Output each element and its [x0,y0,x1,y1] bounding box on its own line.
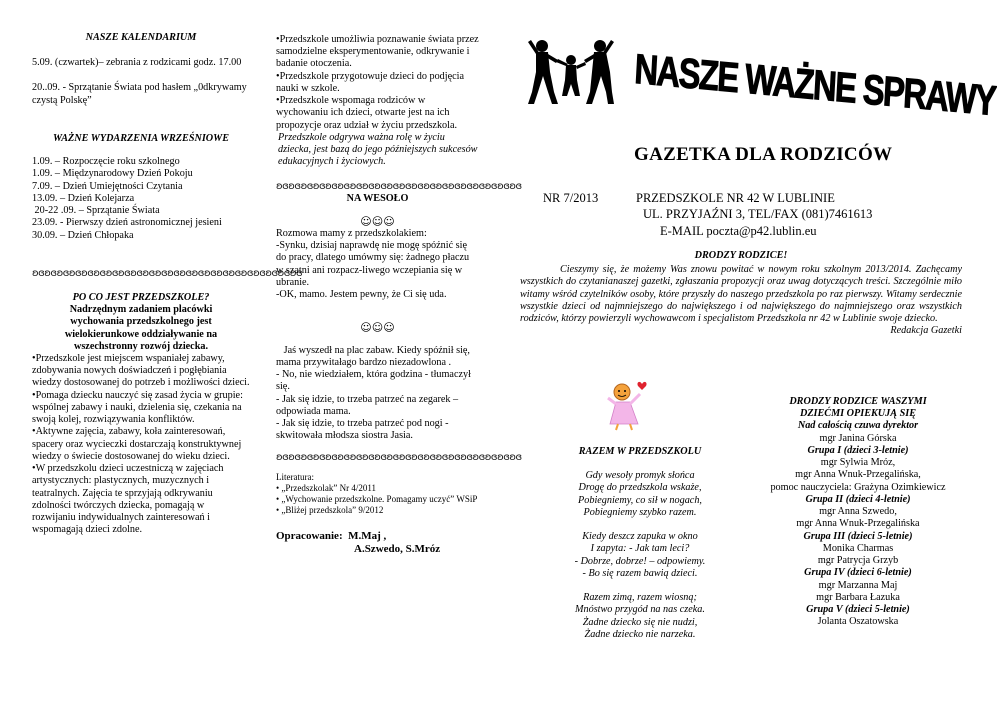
literature-item: • „Wychowanie przedszkolne. Pomagamy uczyć” WSiP [276,494,478,505]
staff-group-heading: Nad całością czuwa dyrektor [797,420,919,432]
events-title: WAŻNE WYDARZENIA WRZEŚNIOWE [52,132,230,144]
what-item: •W przedszkolu dzieci uczestniczą w zajęciach artystycznych: plastycznych, muzycznych i teatralnych. Zajęcia te sprzyjają odkrywaniu zdolności twórczych dziecka, pomagają w rozwijaniu indywidualnych zainteresowań i wspomagają dzieci zdolne. [32,463,224,536]
decorative-divider: ʚɞʚɞʚɞʚɞʚɞʚɞʚɞʚɞʚɞʚɞʚɞʚɞʚɞʚɞʚɞʚɞʚɞʚɞʚɞʚɞ [276,180,522,192]
decorative-divider: ʚɞʚɞʚɞʚɞʚɞʚɞʚɞʚɞʚɞʚɞʚɞʚɞʚɞʚɞʚɞʚɞʚɞʚɞʚɞʚɞ [276,452,522,464]
newsletter-subtitle: GAZETKA DLA RODZICÓW [634,144,893,165]
poem-line: Żadne dziecko się nie nudzi, [582,616,698,628]
joke-line: Jaś wyszedł na plac zabaw. Kiedy spóźnił się, mama przywitałago bardzo niezadowlona . [276,344,473,368]
poem-stanza [540,531,740,580]
calendar-item: 5.09. (czwartek)– zebrania z rodzicami godz. 17.00 [32,57,242,69]
staff-title: DRODZY RODZICE WASZYMI DZIEĆMI OPIEKUJĄ SIĘ [789,396,927,420]
poem-line: - Bo się razem bawią dzieci. [582,567,698,579]
event-item: 1.09. – Międzynarodowy Dzień Pokoju [32,168,193,180]
info-item: •Przedszkole przygotowuje dzieci do podjęcia nauki w szkole. [276,70,465,94]
greeting-signature: Redakcja Gazetki [890,325,962,337]
joke-line: - Jak się idzie, to trzeba patrzeć pod nogi - skwitowała młodsza siostra Jasia. [276,418,449,442]
poem-line: Gdy wesoły promyk słońca [585,470,695,482]
school-address: UL. PRZYJAŹNI 3, TEL/FAX (081)7461613 [643,207,873,221]
staff-member: pomoc nauczyciela: Grażyna Ozimkiewicz [770,481,946,493]
event-item: 23.09. - Pierwszy dzień astronomicznej jesieni [32,217,222,229]
newsletter-headline: NASZE WAŻNE SPRAWY [633,44,997,125]
greeting-title: DRODZY RODZICE! [694,250,788,261]
staff-group-heading: Grupa IV (dzieci 6-letnie) [804,567,912,579]
staff-member: mgr Sylwia Mróz, [820,457,896,469]
joke-line: Rozmowa mamy z przedszkolakiem: [276,228,427,239]
staff-member: mgr Barbara Łazuka [816,591,900,603]
column-middle [276,34,522,556]
poem-line: Pobiegniemy, co sił w nogach, [578,494,702,506]
joke-line: - No, nie wiedziałem, która godzina - tłumaczył się. [276,369,471,393]
staff-section [752,396,964,628]
events-list [32,156,250,242]
school-email: E-MAIL poczta@p42.lublin.eu [660,224,817,238]
authors [276,530,479,556]
greeting-body: Cieszymy się, że możemy Was znowu powitać w nowym roku szkolnym 2013/2014. Zachęcamy wszystkich do czytanianaszej gazetki, zgłaszania propozycji oraz uwag dotyczących treści. Szczególnie miło witamy wśród czytelników osoby, które przyszły do naszego przedszkola po raz pierwszy. Witamy serdecznie wszystkie dzieci od najmniejszego do największego i od największego do najmniejszego oraz wszystkich rodziców, którzy powierzyli wychowawcom i specjalistom Przedszkola nr 42 w Lublinie swoje dziecko. [520,264,962,325]
poem-line: I zapyta: - Jak tam leci? [590,543,690,555]
what-item: •Aktywne zajęcia, zabawy, koła zainteresowań, spacery oraz wycieczki dostarczają konstruktywnej wiedzy o świecie dostosowanej do wieku dzieci. [32,426,242,462]
poem-line: Razem zimą, razem wiosną; [583,592,697,604]
staff-member: mgr Marzanna Maj [818,579,898,591]
staff-group-heading: Grupa I (dzieci 3-letnie) [807,444,909,456]
staff-member: mgr Patrycja Grzyb [817,555,899,567]
info-item: •Przedszkole umożliwia poznawanie świata przez samodzielne eksperymentowanie, odkrywanie i badanie otoczenia. [276,34,479,70]
dancing-child-icon [606,378,654,430]
author-name: A.Szwedo, S.Mróz [354,542,441,555]
author-name: M.Maj , [348,529,387,542]
calendar-item: 20..09. - Sprzątanie Świata pod hasłem „0dkrywamy czystą Polskę” [32,82,247,106]
poem-section [540,446,740,641]
what-title: PO CO JEST PRZEDSZKOLE? [72,291,210,303]
smileys: ☺☺☺ [360,321,395,335]
literature [276,472,479,515]
staff-member: mgr Anna Wnuk-Przegalińska, [795,469,921,481]
staff-group-heading: Grupa V (dzieci 5-letnie) [806,603,910,615]
event-item: 20-22 .09. – Sprzątanie Świata [32,205,160,217]
event-item: 13.09. – Dzień Kolejarza [32,192,135,204]
school-name: PRZEDSZKOLE NR 42 W LUBLINIE [636,191,835,205]
quote: Przedszkole odgrywa ważna rolę w życiu dziecka, jest bazą do jego późniejszych sukcesów edukacyjnych i życiowych. [278,131,478,168]
greeting-section [520,250,962,338]
calendar-title: NASZE KALENDARIUM [85,32,197,43]
what-item: •Pomaga dziecku nauczyć się zasad życia w grupie: wspólnej zabawy i nauki, dzielenia się, czekania na swoją kolej, rozwiązywania konfliktów. [32,389,243,426]
staff-group-heading: Grupa II (dzieci 4-letnie) [805,493,911,505]
issue-number: NR 7/2013 [543,191,599,205]
literature-title: Literatura: [276,472,314,483]
event-item: 30.09. – Dzień Chłopaka [32,229,134,241]
poem-line: Pobiegniemy szybko razem. [583,506,697,518]
poem-stanza [540,592,740,641]
poem-stanza [540,470,740,519]
literature-item: • „Bliżej przedszkola” 9/2012 [276,504,384,515]
what-item: •Przedszkole jest miejscem wspaniałej zabawy, zdobywania nowych doświadczeń i pogłębiania wiedzy dostosowanej do potrzeb i możliwości dzieci. [32,352,250,389]
event-item: 7.09. – Dzień Umiejętności Czytania [32,180,183,192]
literature-item: • „Przedszkolak” Nr 4/2011 [276,483,377,494]
staff-group-heading: Grupa III (dzieci 5-letnie) [803,530,913,542]
smileys: ☺☺☺ [360,214,395,228]
poem-title: RAZEM W PRZEDSZKOLU [578,446,702,457]
staff-member: mgr Anna Wnuk-Przegalińska [796,518,920,530]
staff-member: mgr Janina Górska [819,432,897,444]
poem-line: Mnóstwo przygód na nas czeka. [575,604,705,616]
poem-line: Kiedy deszcz zapuka w okno [582,531,698,543]
info-item: •Przedszkole wspomaga rodziców w wychowaniu ich dzieci, otwarte jest na ich propozycje oraz udział w życiu przedszkola. [276,95,458,131]
dancing-people-icon [528,38,614,110]
decorative-divider: ʚɞʚɞʚɞʚɞʚɞʚɞʚɞʚɞʚɞʚɞʚɞʚɞʚɞʚɞʚɞʚɞʚɞʚɞʚɞʚɞʚɞʚɞ [32,267,303,279]
staff-member: mgr Anna Szwedo, [819,506,897,518]
fun-title: NA WESOŁO [346,192,409,204]
staff-member: Monika Charmas [822,542,894,554]
poem-line: Żadne dziecko nie narzeka. [584,628,696,640]
what-lead: Nadrzędnym zadaniem placówki wychowania przedszkolnego jest wielokierunkowe oddziaływanie na wszechstronny rozwój dziecka. [64,304,218,352]
child-illustration [606,378,654,430]
authors-label: Opracowanie: [276,529,343,542]
people-logo [528,38,614,110]
joke-line: -OK, mamo. Jestem pewny, że Ci się uda. [276,289,447,301]
staff-member: Jolanta Oszatowska [817,616,899,628]
poem-line: Drogę do przedszkola wskaże, [578,482,702,494]
poem-line: - Dobrze, dobrze! – odpowiemy. [574,555,706,567]
staff-list [752,420,964,628]
joke-line: -Synku, dzisiaj naprawdę nie mogę spóźnić się do pracy, dlatego umówmy się: żadnego płaczu w szatni ani rozpacz-liwego wczepiania się w ubranie. [276,240,470,288]
event-item: 1.09. – Rozpoczęcie roku szkolnego [32,156,180,168]
joke-line: - Jak się idzie, to trzeba patrzeć na zegarek – odpowiada mama. [276,393,459,417]
